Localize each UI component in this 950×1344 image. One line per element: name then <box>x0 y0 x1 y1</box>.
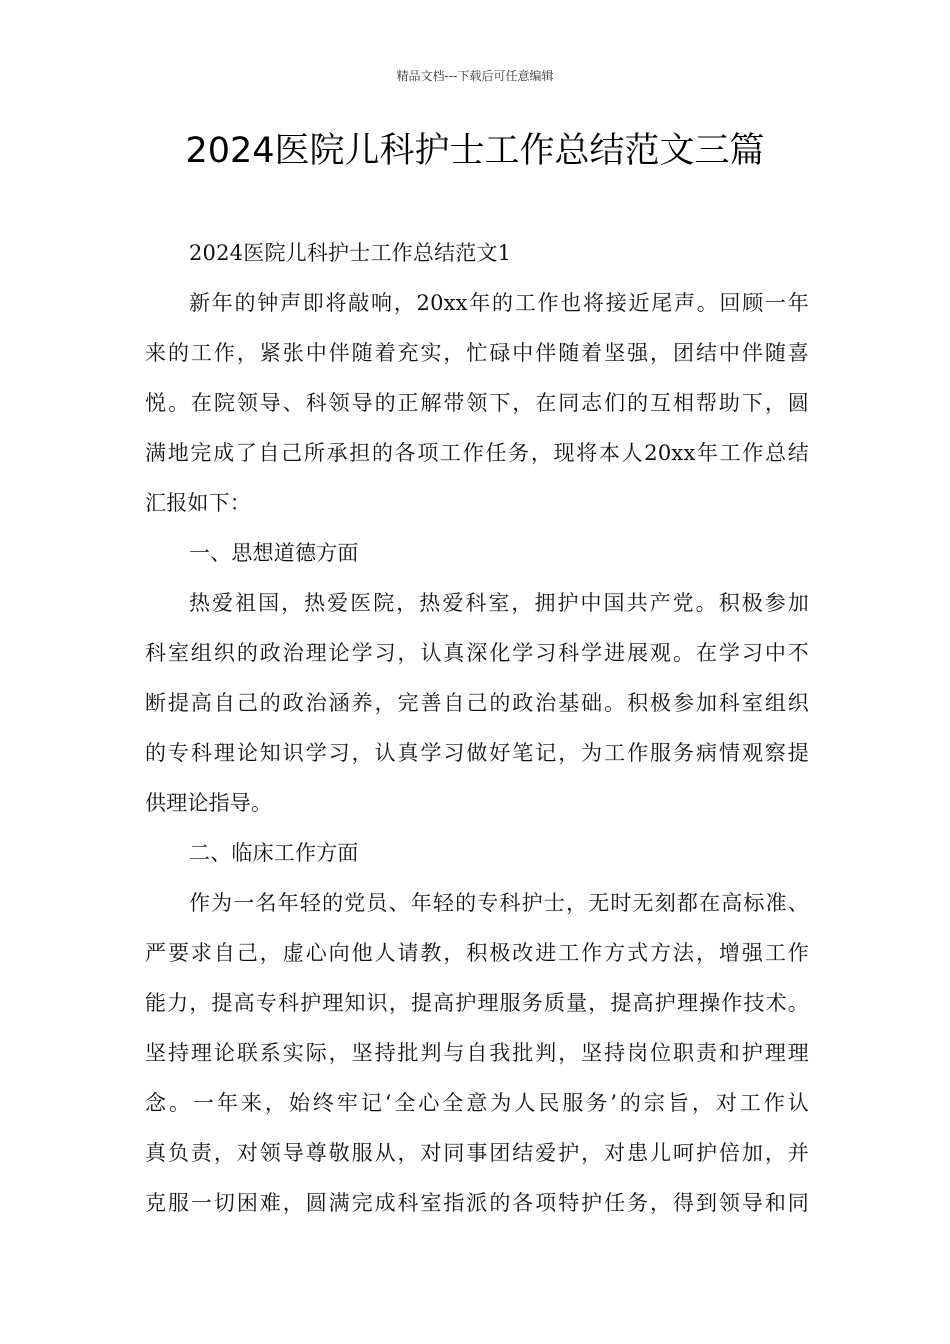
text-line: 一、思想道德方面 <box>189 541 359 565</box>
text-line: 能力，提高专科护理知识，提高护理服务质量，提高护理操作技术。 <box>145 991 809 1015</box>
document-title: 2024医院儿科护士工作总结范文三篇 <box>185 131 765 171</box>
text-line: 满地完成了自己所承担的各项工作任务，现将本人20xx年工作总结 <box>145 441 809 465</box>
header-note: 精品文档---下载后可任意编辑 <box>396 69 554 83</box>
text-line: 作为一名年轻的党员、年轻的专科护士，无时无刻都在高标准、 <box>189 891 809 915</box>
text-line: 二、临床工作方面 <box>189 841 359 865</box>
text-line: 念。一年来，始终牢记‘全心全意为人民服务’的宗旨，对工作认 <box>145 1091 809 1115</box>
text-line: 供理论指导。 <box>145 791 273 815</box>
text-line: 真负责，对领导尊敬服从，对同事团结爱护，对患儿呵护倍加，并 <box>145 1141 809 1165</box>
text-line: 科室组织的政治理论学习，认真深化学习科学进展观。在学习中不 <box>145 641 809 665</box>
text-line: 严要求自己，虚心向他人请教，积极改进工作方式方法，增强工作 <box>145 941 809 965</box>
text-line: 汇报如下： <box>145 491 251 515</box>
text-line: 坚持理论联系实际，坚持批判与自我批判，坚持岗位职责和护理理 <box>145 1041 809 1065</box>
text-line: 2024医院儿科护士工作总结范文1 <box>189 241 512 265</box>
text-line: 新年的钟声即将敲响，20xx年的工作也将接近尾声。回顾一年 <box>189 291 809 315</box>
text-line: 断提高自己的政治涵养，完善自己的政治基础。积极参加科室组织 <box>145 691 809 715</box>
text-line: 热爱祖国，热爱医院，热爱科室，拥护中国共产党。积极参加 <box>189 591 809 615</box>
text-line: 克服一切困难，圆满完成科室指派的各项特护任务，得到领导和同 <box>145 1191 809 1215</box>
text-line: 的专科理论知识学习，认真学习做好笔记，为工作服务病情观察提 <box>145 741 809 765</box>
text-line: 悦。在院领导、科领导的正解带领下，在同志们的互相帮助下，圆 <box>145 391 809 415</box>
text-line: 来的工作，紧张中伴随着充实，忙碌中伴随着坚强，团结中伴随喜 <box>145 341 809 365</box>
document-body <box>145 228 809 1228</box>
